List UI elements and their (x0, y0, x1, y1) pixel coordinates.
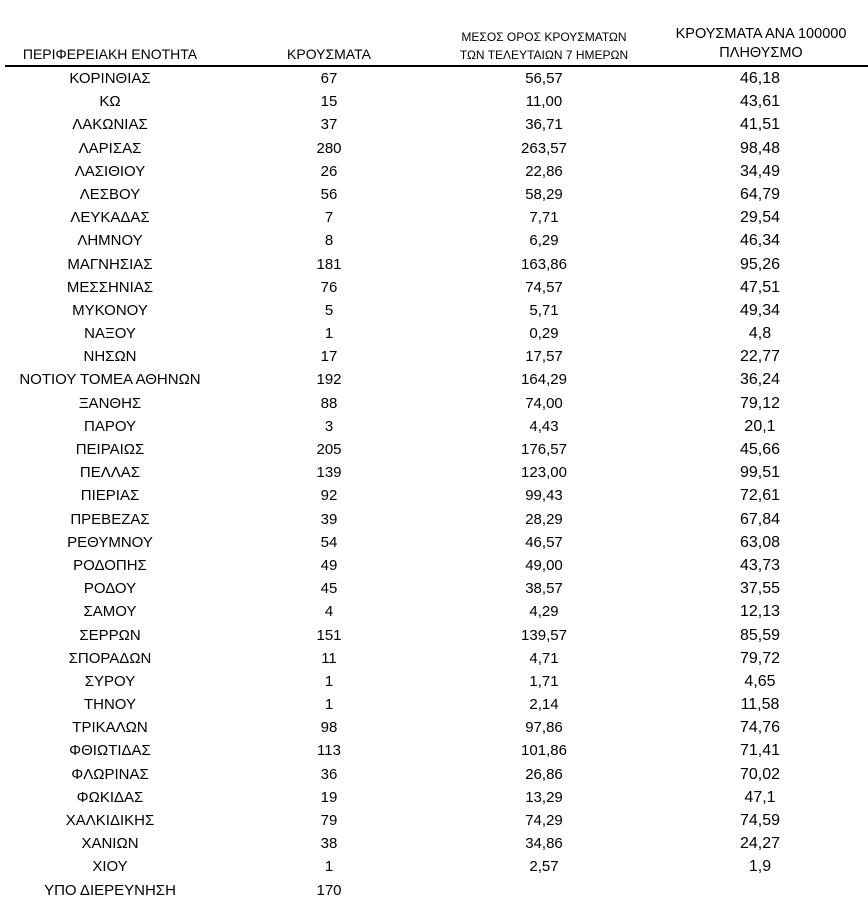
cell-per100k: 72,61 (739, 487, 781, 505)
cell-avg7: 163,86 (521, 255, 567, 273)
cell-per100k: 20,1 (744, 417, 776, 435)
cell-region: ΜΑΓΝΗΣΙΑΣ (67, 255, 153, 273)
cell-cases: 1 (324, 672, 334, 690)
cell-region: ΝΗΣΩΝ (83, 348, 137, 366)
cell-avg7: 11,00 (525, 93, 563, 111)
cell-avg7: 56,57 (525, 70, 563, 87)
cell-per100k: 43,73 (739, 556, 781, 574)
cell-cases: 181 (316, 255, 342, 273)
cell-cases: 5 (324, 301, 334, 319)
table-row (0, 763, 868, 786)
cell-per100k: 46,18 (739, 70, 781, 87)
cell-region: ΡΟΔΟΠΗΣ (73, 556, 147, 574)
table-row (0, 345, 868, 368)
table-row (0, 322, 868, 345)
table-row (0, 113, 868, 136)
cell-region: ΛΑΡΙΣΑΣ (78, 139, 142, 157)
cell-cases: 98 (320, 719, 338, 737)
cell-per100k: 1,9 (748, 858, 772, 876)
cell-avg7: 6,29 (529, 232, 559, 250)
cell-per100k: 74,76 (739, 719, 781, 737)
cell-per100k: 47,1 (744, 788, 776, 806)
cell-per100k: 4,65 (744, 672, 776, 690)
cell-avg7: 123,00 (521, 464, 567, 482)
cell-per100k: 63,08 (739, 533, 781, 551)
cell-region: ΜΕΣΣΗΝΙΑΣ (66, 278, 154, 296)
cell-per100k: 98,48 (739, 139, 781, 157)
cell-cases: 1 (324, 696, 334, 714)
table-row (0, 832, 868, 855)
table-row (0, 600, 868, 623)
cell-avg7: 36,71 (525, 116, 563, 134)
header-region: ΠΕΡΙΦΕΡΕΙΑΚΗ ΕΝΟΤΗΤΑ (22, 46, 198, 62)
cell-region: ΜΥΚΟΝΟΥ (72, 301, 148, 319)
header-cases: ΚΡΟΥΣΜΑΤΑ (287, 46, 371, 62)
cell-cases: 139 (316, 464, 342, 482)
cell-per100k: 43,61 (739, 93, 781, 111)
table-row (0, 809, 868, 832)
cell-cases: 17 (320, 348, 338, 366)
cell-cases: 205 (316, 441, 342, 458)
cell-cases: 280 (316, 139, 342, 157)
cell-per100k: 37,55 (739, 580, 781, 598)
cell-avg7: 34,86 (525, 835, 563, 853)
table-row (0, 786, 868, 809)
cell-region: ΛΑΚΩΝΙΑΣ (72, 116, 148, 134)
cell-region: ΡΕΘΥΜΝΟΥ (67, 533, 153, 551)
table-row (0, 716, 868, 739)
cell-avg7: 5,71 (529, 301, 559, 319)
table-row (0, 670, 868, 693)
cell-avg7: 22,86 (525, 162, 563, 180)
cell-avg7: 13,29 (525, 788, 563, 806)
header-per100k (655, 25, 867, 63)
cell-region: ΤΗΝΟΥ (83, 696, 137, 714)
cell-cases: 8 (324, 232, 334, 250)
cell-avg7: 28,29 (525, 510, 563, 528)
cell-per100k: 85,59 (739, 626, 781, 644)
table-row (0, 183, 868, 206)
cell-per100k: 46,34 (739, 232, 781, 250)
cell-per100k: 47,51 (739, 278, 781, 296)
cell-avg7: 101,86 (521, 742, 567, 760)
table-row (0, 484, 868, 507)
cell-region: ΤΡΙΚΑΛΩΝ (72, 719, 148, 737)
cell-cases: 67 (320, 70, 338, 87)
header-avg7 (435, 28, 653, 64)
table-row (0, 554, 868, 577)
cell-cases: 37 (320, 116, 338, 134)
cell-avg7: 4,43 (529, 417, 559, 435)
cell-region: ΧΑΛΚΙΔΙΚΗΣ (65, 812, 155, 829)
cell-avg7: 4,29 (529, 603, 559, 621)
cell-avg7: 2,14 (529, 696, 559, 714)
cell-cases: 36 (320, 765, 338, 783)
cell-cases: 19 (320, 788, 338, 806)
cell-per100k: 49,34 (739, 301, 781, 319)
table-row (0, 531, 868, 554)
cell-per100k: 45,66 (739, 441, 781, 458)
cell-avg7: 1,71 (529, 672, 559, 690)
cell-region: ΥΠΟ ΔΙΕΡΕΥΝΗΣΗ (44, 881, 176, 899)
cell-avg7: 74,29 (525, 812, 563, 829)
cell-region: ΛΕΣΒΟΥ (79, 185, 141, 203)
cell-region: ΦΘΙΩΤΙΔΑΣ (69, 742, 151, 760)
cell-region: ΠΑΡΟΥ (83, 417, 137, 435)
table-row (0, 577, 868, 600)
cell-avg7: 7,71 (529, 209, 559, 227)
cell-cases: 45 (320, 580, 338, 598)
cell-per100k: 64,79 (739, 185, 781, 203)
table-row (0, 855, 868, 878)
table-row (0, 253, 868, 276)
cell-per100k: 79,12 (739, 394, 781, 412)
cell-region: ΛΗΜΝΟΥ (77, 232, 143, 250)
cell-avg7: 58,29 (525, 185, 563, 203)
table-row (0, 693, 868, 716)
cell-cases: 39 (320, 510, 338, 528)
cell-region: ΚΩ (99, 93, 121, 111)
cell-region: ΝΟΤΙΟΥ ΤΟΜΕΑ ΑΘΗΝΩΝ (19, 371, 201, 389)
cell-avg7: 38,57 (525, 580, 563, 598)
cell-cases: 54 (320, 533, 338, 551)
cell-region: ΝΑΞΟΥ (84, 325, 136, 343)
cell-cases: 38 (320, 835, 338, 853)
cell-cases: 4 (324, 603, 334, 621)
header-avg7-line2: ΤΩΝ ΤΕΛΕΥΤΑΙΩΝ 7 ΗΜΕΡΩΝ (459, 48, 629, 62)
cell-cases: 170 (316, 881, 342, 899)
cell-region: ΞΑΝΘΗΣ (78, 394, 142, 412)
cell-region: ΚΟΡΙΝΘΙΑΣ (69, 70, 151, 87)
cell-per100k: 95,26 (739, 255, 781, 273)
cell-avg7: 139,57 (521, 626, 567, 644)
table-row (0, 508, 868, 531)
header-avg7-line1: ΜΕΣΟΣ ΟΡΟΣ ΚΡΟΥΣΜΑΤΩΝ (461, 30, 627, 44)
table-row (0, 90, 868, 113)
cell-cases: 79 (320, 812, 338, 829)
cell-cases: 92 (320, 487, 338, 505)
cell-cases: 192 (316, 371, 342, 389)
cell-avg7: 46,57 (525, 533, 563, 551)
cell-cases: 15 (320, 93, 338, 111)
cell-avg7: 74,00 (525, 394, 563, 412)
table-row (0, 160, 868, 183)
header-per100k-line1: ΚΡΟΥΣΜΑΤΑ ΑΝΑ 100000 (675, 26, 847, 42)
cell-per100k: 24,27 (739, 835, 781, 853)
table-body (0, 67, 868, 902)
cell-cases: 56 (320, 185, 338, 203)
cell-per100k: 74,59 (739, 812, 781, 829)
cell-cases: 88 (320, 394, 338, 412)
cell-per100k: 34,49 (739, 162, 781, 180)
cell-avg7: 99,43 (525, 487, 563, 505)
cell-region: ΣΥΡΟΥ (84, 672, 136, 690)
cell-per100k: 79,72 (739, 649, 781, 667)
table-row (0, 415, 868, 438)
cell-avg7: 74,57 (525, 278, 563, 296)
cell-region: ΣΑΜΟΥ (83, 603, 137, 621)
cell-per100k: 29,54 (739, 209, 781, 227)
table-row (0, 879, 868, 902)
table-row (0, 438, 868, 461)
cell-region: ΠΙΕΡΙΑΣ (80, 487, 140, 505)
cell-per100k: 22,77 (739, 348, 781, 366)
cell-region: ΠΕΛΛΑΣ (79, 464, 141, 482)
cell-per100k: 67,84 (739, 510, 781, 528)
table-row (0, 647, 868, 670)
cell-region: ΧΑΝΙΩΝ (81, 835, 139, 853)
cell-cases: 113 (317, 742, 341, 760)
cell-region: ΣΠΟΡΑΔΩΝ (68, 649, 152, 667)
table-row (0, 206, 868, 229)
table-row (0, 67, 868, 90)
cell-per100k: 71,41 (739, 742, 781, 760)
cell-per100k: 41,51 (739, 116, 781, 134)
cell-avg7: 0,29 (529, 325, 559, 343)
table-row (0, 739, 868, 762)
cell-avg7: 176,57 (521, 441, 567, 458)
cell-cases: 3 (324, 417, 334, 435)
cell-avg7: 97,86 (525, 719, 563, 737)
cell-cases: 11 (321, 649, 337, 667)
cell-cases: 1 (324, 325, 334, 343)
cell-per100k: 70,02 (739, 765, 781, 783)
cell-region: ΦΩΚΙΔΑΣ (76, 788, 144, 806)
cell-avg7: 263,57 (521, 139, 567, 157)
cell-region: ΛΕΥΚΑΔΑΣ (70, 209, 150, 227)
cell-cases: 151 (316, 626, 342, 644)
table-row (0, 624, 868, 647)
cell-cases: 49 (320, 556, 338, 574)
cell-cases: 7 (324, 209, 334, 227)
cell-region: ΧΙΟΥ (92, 858, 128, 876)
cell-cases: 26 (320, 162, 338, 180)
table-row (0, 368, 868, 391)
cell-avg7: 17,57 (525, 348, 563, 366)
cell-per100k: 36,24 (739, 371, 781, 389)
cell-region: ΡΟΔΟΥ (83, 580, 137, 598)
cell-cases: 1 (324, 858, 334, 876)
cell-region: ΦΛΩΡΙΝΑΣ (71, 765, 149, 783)
cell-avg7: 49,00 (525, 556, 563, 574)
table-row (0, 461, 868, 484)
table-row (0, 299, 868, 322)
table-row (0, 392, 868, 415)
cell-region: ΣΕΡΡΩΝ (79, 626, 141, 644)
cell-avg7: 164,29 (521, 371, 567, 389)
cell-avg7: 26,86 (525, 765, 563, 783)
cell-avg7: 2,57 (529, 858, 559, 876)
cell-cases: 76 (320, 278, 338, 296)
cell-per100k: 11,58 (740, 696, 780, 714)
table-row (0, 137, 868, 160)
table-row (0, 229, 868, 252)
cell-region: ΠΡΕΒΕΖΑΣ (70, 510, 150, 528)
cell-per100k: 4,8 (748, 325, 772, 343)
header-per100k-line2: ΠΛΗΘΥΣΜΟ (719, 45, 803, 61)
cell-avg7: 4,71 (529, 649, 559, 667)
cell-per100k: 99,51 (739, 464, 781, 482)
cell-region: ΛΑΣΙΘΙΟΥ (74, 162, 146, 180)
table-row (0, 276, 868, 299)
cell-per100k: 12,13 (739, 603, 781, 621)
cell-region: ΠΕΙΡΑΙΩΣ (75, 441, 145, 458)
